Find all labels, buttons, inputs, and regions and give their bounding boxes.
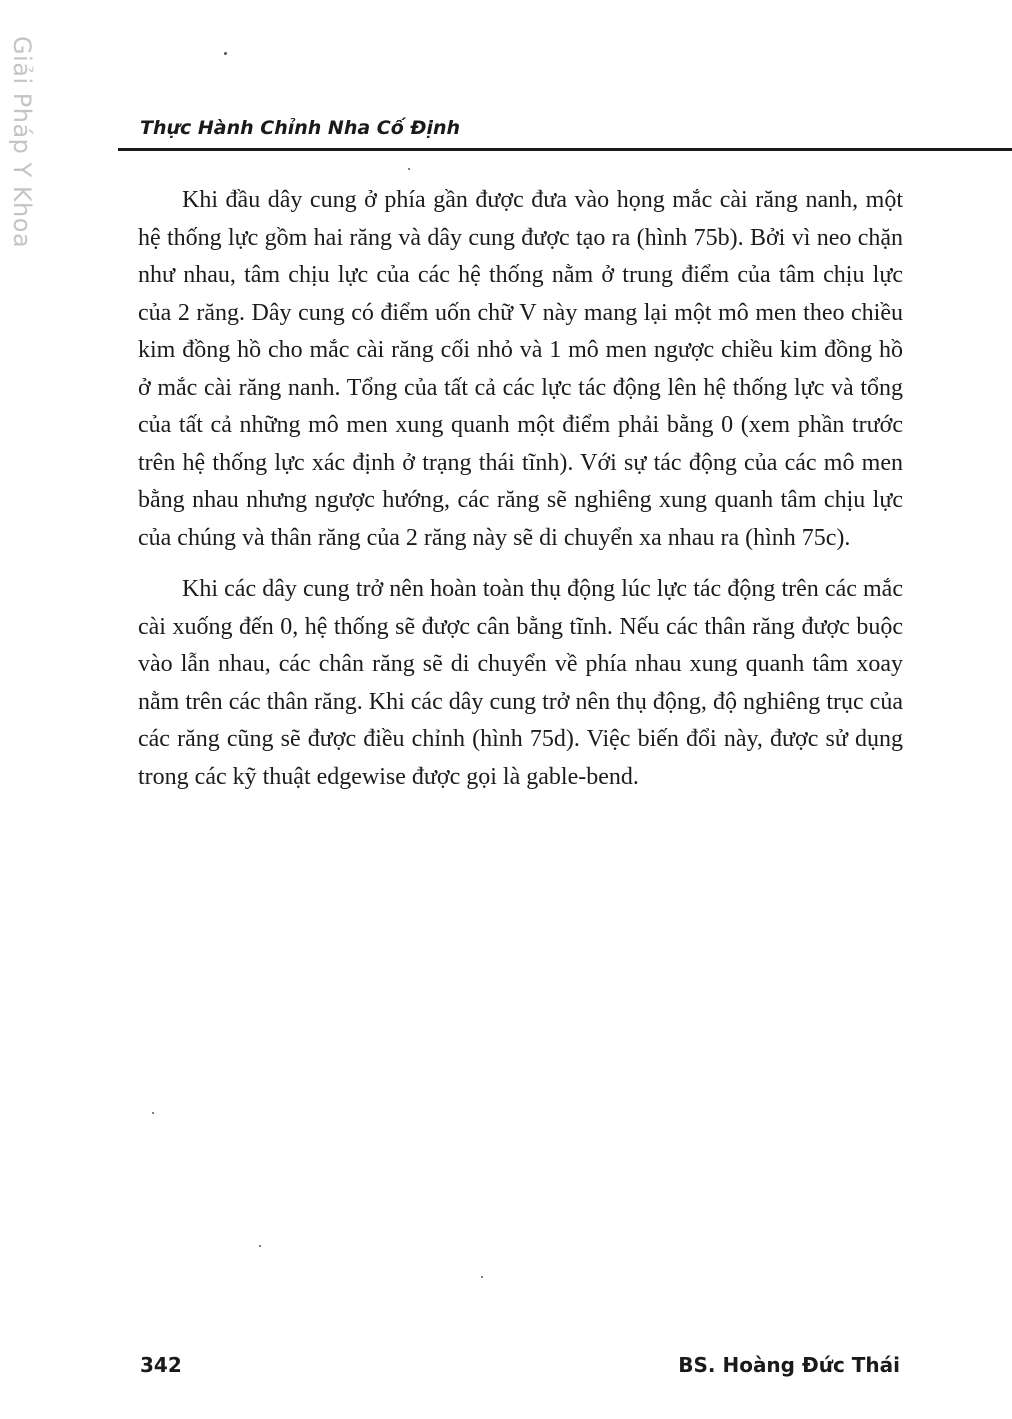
watermark-text: Giải Pháp Y Khoa [8, 36, 36, 249]
scan-speck [152, 1112, 154, 1114]
page-number: 342 [140, 1353, 182, 1377]
scan-speck [481, 1276, 483, 1278]
body-text [138, 182, 903, 796]
scan-speck [224, 52, 227, 55]
footer-author: BS. Hoàng Đức Thái [678, 1353, 900, 1377]
scan-speck [259, 1245, 261, 1247]
running-header-title: Thực Hành Chỉnh Nha Cố Định [140, 117, 461, 139]
paragraph: Khi đầu dây cung ở phía gần được đưa vào họng mắc cài răng nanh, một hệ thống lực gồm hai răng và dây cung được tạo ra (hình 75b). Bởi vì neo chặn như nhau, tâm chịu lực của các hệ thống nằm ở trung điểm của tâm chịu lực của 2 răng. Dây cung có điểm uốn chữ V này mang lại một mô men theo chiều kim đồng hồ cho mắc cài răng cối nhỏ và 1 mô men ngược chiều kim đồng hồ ở mắc cài răng nanh. Tổng của tất cả các lực tác động lên hệ thống lực và tổng của tất cả những mô men xung quanh một điểm phải bằng 0 (xem phần trước trên hệ thống lực xác định ở trạng thái tĩnh). Với sự tác động của các mô men bằng nhau nhưng ngược hướng, các răng sẽ nghiêng xung quanh tâm chịu lực của chúng và thân răng của 2 răng này sẽ di chuyển xa nhau ra (hình 75c). [138, 187, 903, 551]
header-divider [118, 148, 1012, 151]
paragraph: Khi các dây cung trở nên hoàn toàn thụ động lúc lực tác động trên các mắc cài xuống đến 0, hệ thống sẽ được cân bằng tĩnh. Nếu các thân răng được buộc vào lẫn nhau, các chân răng sẽ di chuyển về phía nhau xung quanh tâm xoay nằm trên các thân răng. Khi các dây cung trở nên thụ động, độ nghiêng trục của các răng cũng sẽ được điều chỉnh (hình 75d). Việc biến đổi này, được sử dụng trong các kỹ thuật edgewise được gọi là gable-bend. [138, 576, 903, 790]
scan-speck [408, 168, 410, 170]
